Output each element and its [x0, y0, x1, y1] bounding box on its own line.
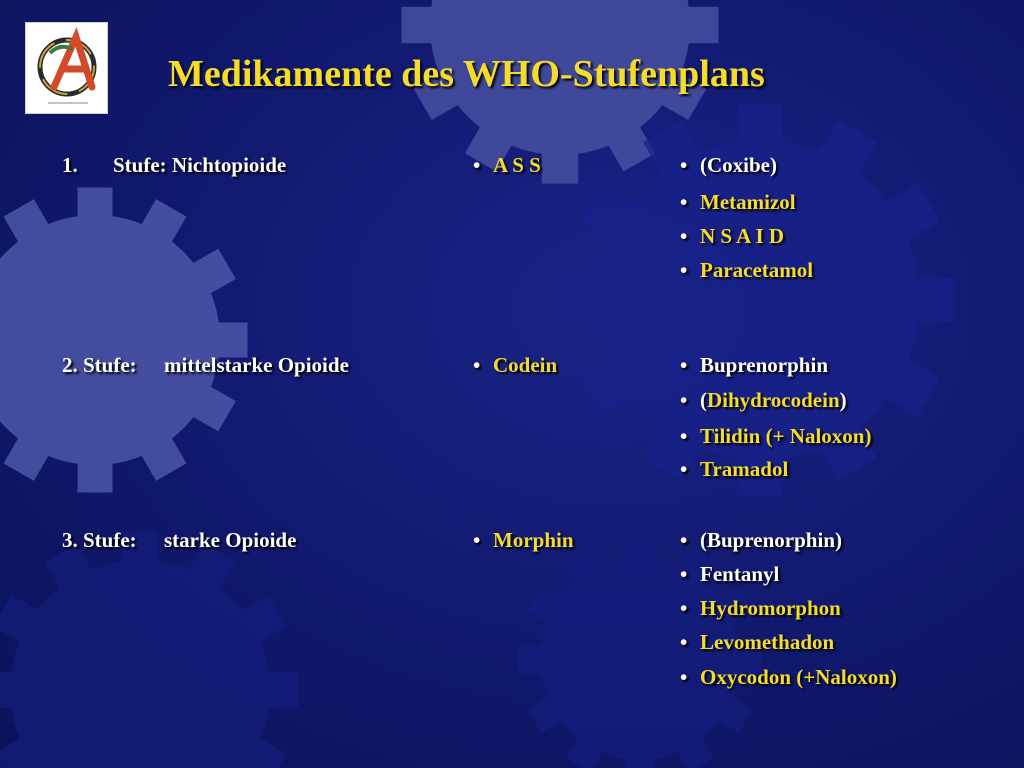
logo	[25, 22, 108, 114]
step-1-label: Stufe: Nichtopioide	[113, 153, 287, 177]
step-1-alt-paracetamol: • Paracetamol	[700, 258, 813, 282]
step-2-alt-tramadol: • Tramadol	[700, 457, 788, 481]
step-2-alt-dihydrocodein: • (Dihydrocodein)	[700, 388, 847, 412]
step-3-alt-oxycodon: • Oxycodon (+Naloxon)	[700, 665, 897, 689]
step-1-number: 1.	[62, 153, 78, 177]
step-2-desc: mittelstarke Opioide	[164, 353, 349, 377]
step-3-reference: • Morphin	[493, 528, 574, 552]
step-2-reference: • Codein	[493, 353, 557, 377]
step-3-alt-levomethadon: • Levomethadon	[700, 630, 834, 654]
step-3-label: 3. Stufe:	[62, 528, 137, 552]
step-1-alt-metamizol: • Metamizol	[700, 190, 796, 214]
gear-shape-bottom-left	[0, 531, 299, 768]
step-3-alt-buprenorphin: • (Buprenorphin)	[700, 528, 842, 552]
step-3-alt-fentanyl: • Fentanyl	[700, 562, 779, 586]
slide-title: Medikamente des WHO-Stufenplans	[168, 53, 765, 95]
gear-shape-left	[0, 188, 248, 493]
step-2-alt-tilidin: • Tilidin (+ Naloxon)	[700, 424, 871, 448]
step-3-alt-hydromorphon: • Hydromorphon	[700, 596, 841, 620]
step-1-alt-coxibe: • (Coxibe)	[700, 153, 777, 177]
step-1-alt-nsaid: • N S A I D	[700, 224, 784, 248]
step-3-desc: starke Opioide	[164, 528, 297, 552]
step-2-alt-buprenorphin: • Buprenorphin	[700, 353, 828, 377]
step-1-reference: • A S S	[493, 153, 541, 177]
step-2-label: 2. Stufe:	[62, 353, 137, 377]
